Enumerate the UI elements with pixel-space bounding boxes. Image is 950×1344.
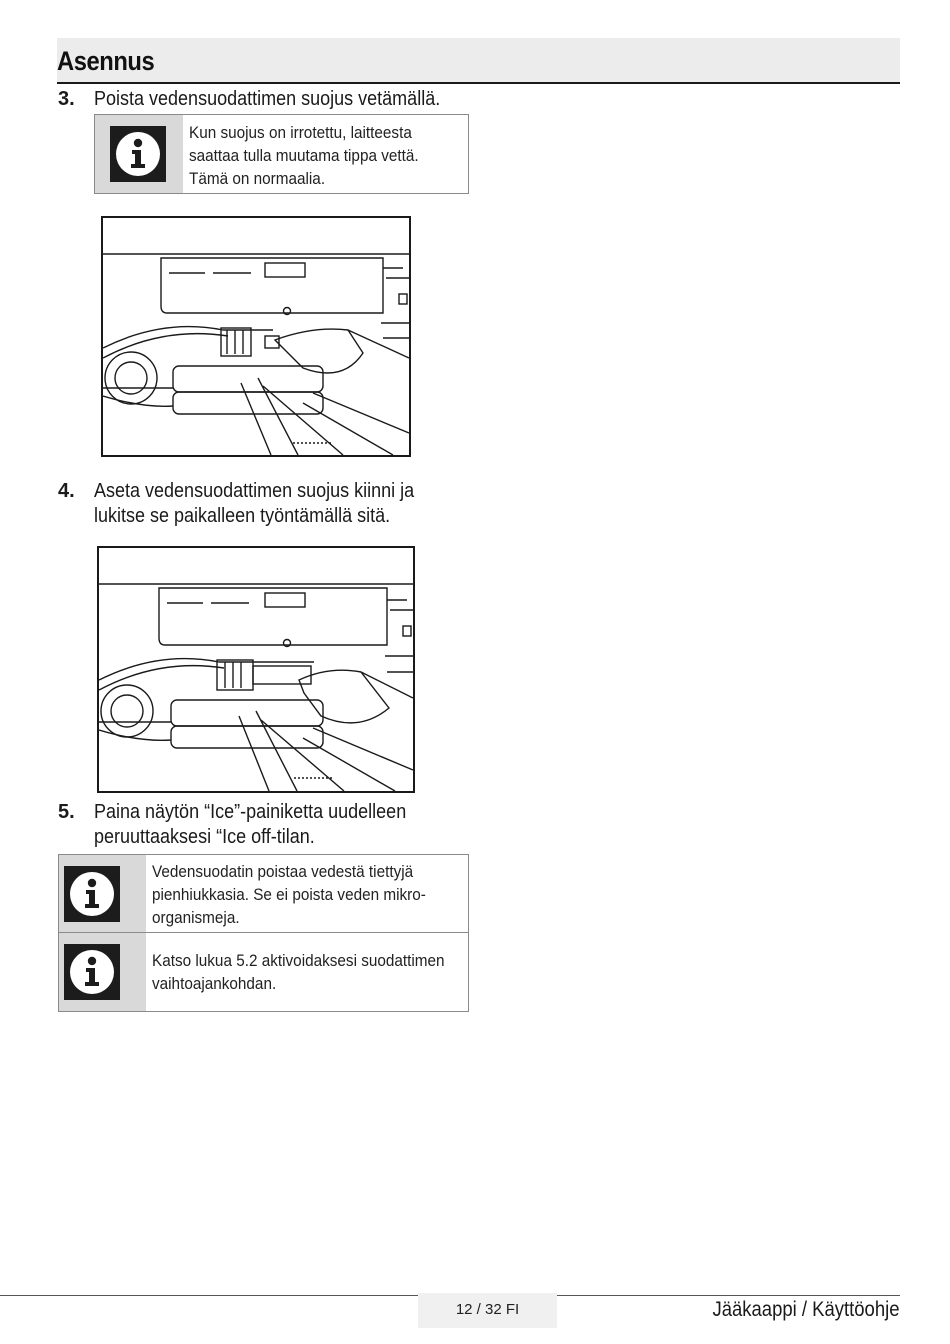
note-text: Vedensuodatin poistaa vedestä tiettyjä pienhiukkasia. Se ei poista veden mikro-organismeja. — [152, 862, 426, 927]
step-number: 3. — [58, 88, 75, 110]
section-title: Asennus — [57, 46, 155, 76]
manual-title: Jääkaappi / Käyttöohje — [712, 1298, 899, 1321]
step-number: 4. — [58, 480, 75, 502]
note-text: Kun suojus on irrotettu, laitteesta saattaa tulla muutama tippa vettä. Tämä on normaalia. — [189, 123, 419, 188]
step-5 — [58, 800, 478, 852]
step-text: Paina näytön “Ice”-painiketta uudelleen peruuttaaksesi “Ice off-tilan. — [94, 801, 407, 848]
filter-cover-removal-illustration — [101, 216, 411, 457]
section-header — [57, 38, 900, 84]
info-note — [58, 932, 469, 1012]
filter-cover-install-illustration — [97, 546, 415, 793]
step-4 — [58, 479, 478, 531]
step-text: Aseta vedensuodattimen suojus kiinni ja lukitse se paikalleen työntämällä sitä. — [94, 480, 415, 527]
info-note — [94, 114, 469, 194]
note-icon-cell — [59, 855, 146, 933]
info-icon — [110, 126, 166, 182]
note-icon-cell — [59, 933, 146, 1011]
page-number-box — [418, 1293, 557, 1328]
note-icon-cell — [95, 115, 183, 193]
page-number: 12 / 32 FI — [455, 1301, 520, 1318]
step-number: 5. — [58, 801, 75, 823]
step-text: Poista vedensuodattimen suojus vetämällä. — [94, 88, 441, 110]
info-icon — [64, 866, 120, 922]
info-icon — [64, 944, 120, 1000]
info-note — [58, 854, 469, 934]
note-text: Katso lukua 5.2 aktivoidaksesi suodattimen vaihtoajankohdan. — [152, 951, 445, 993]
step-3 — [58, 87, 478, 113]
